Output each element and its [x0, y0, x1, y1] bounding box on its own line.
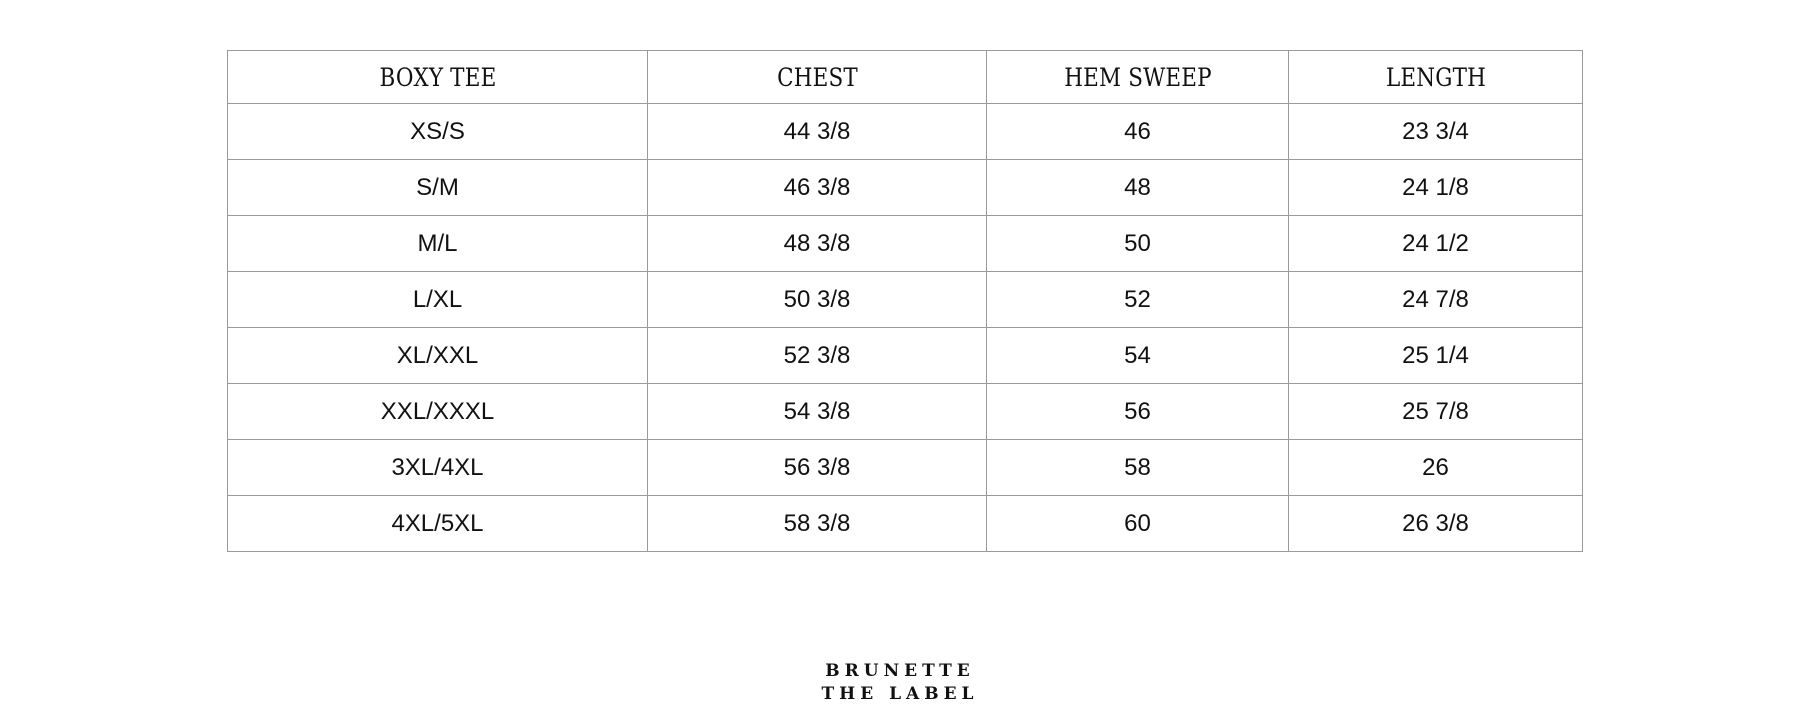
chest-cell: 54 3/8: [648, 384, 987, 440]
table-row: [228, 104, 1583, 160]
size-cell: L/XL: [228, 272, 648, 328]
hem-sweep-cell: 56: [987, 384, 1289, 440]
size-chart-header: [228, 51, 1583, 104]
length-cell: 24 1/8: [1289, 160, 1583, 216]
table-row: [228, 328, 1583, 384]
hem-sweep-cell: 58: [987, 440, 1289, 496]
size-cell: 4XL/5XL: [228, 496, 648, 552]
size-cell: S/M: [228, 160, 648, 216]
hem-sweep-cell: 50: [987, 216, 1289, 272]
table-row: [228, 272, 1583, 328]
size-chart-body: [228, 104, 1583, 552]
table-row: [228, 384, 1583, 440]
length-cell: 26: [1289, 440, 1583, 496]
size-cell: XL/XXL: [228, 328, 648, 384]
header-chest: CHEST: [671, 51, 963, 104]
length-cell: 23 3/4: [1289, 104, 1583, 160]
hem-sweep-cell: 60: [987, 496, 1289, 552]
table-row: [228, 160, 1583, 216]
chest-cell: 48 3/8: [648, 216, 987, 272]
brand-logo-line-2: THE LABEL: [821, 684, 979, 704]
chest-cell: 56 3/8: [648, 440, 987, 496]
length-cell: 25 1/4: [1289, 328, 1583, 384]
chest-cell: 44 3/8: [648, 104, 987, 160]
length-cell: 24 1/2: [1289, 216, 1583, 272]
chest-cell: 46 3/8: [648, 160, 987, 216]
table-row: [228, 216, 1583, 272]
chest-cell: 50 3/8: [648, 272, 987, 328]
chest-cell: 52 3/8: [648, 328, 987, 384]
header-length: LENGTH: [1309, 51, 1562, 104]
size-cell: XS/S: [228, 104, 648, 160]
size-cell: XXL/XXXL: [228, 384, 648, 440]
length-cell: 25 7/8: [1289, 384, 1583, 440]
chest-cell: 58 3/8: [648, 496, 987, 552]
brand-logo-line-1: BRUNETTE: [825, 661, 975, 681]
hem-sweep-cell: 46: [987, 104, 1289, 160]
table-row: [228, 496, 1583, 552]
size-chart-table: [227, 50, 1583, 552]
size-cell: 3XL/4XL: [228, 440, 648, 496]
hem-sweep-cell: 48: [987, 160, 1289, 216]
header-row: [228, 51, 1583, 104]
table-row: [228, 440, 1583, 496]
brand-logo: [0, 660, 1800, 706]
length-cell: 26 3/8: [1289, 496, 1583, 552]
hem-sweep-cell: 52: [987, 272, 1289, 328]
size-cell: M/L: [228, 216, 648, 272]
hem-sweep-cell: 54: [987, 328, 1289, 384]
header-boxy-tee: BOXY TEE: [257, 51, 618, 104]
header-hem-sweep: HEM SWEEP: [1008, 51, 1268, 104]
length-cell: 24 7/8: [1289, 272, 1583, 328]
